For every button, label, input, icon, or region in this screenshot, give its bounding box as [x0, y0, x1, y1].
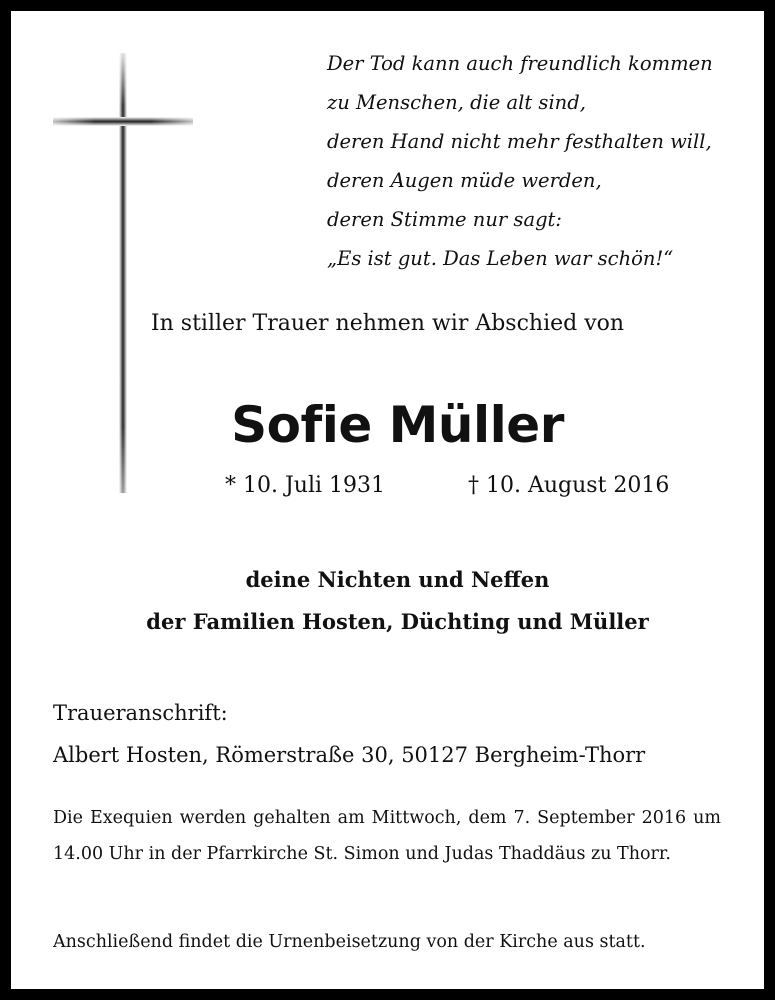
address-label: Traueranschrift: [53, 701, 228, 725]
burial-info: Anschließend findet die Urnenbeisetzung von der Kirche aus statt. [53, 932, 646, 952]
mourners-line: deine Nichten und Neffen [245, 567, 550, 592]
death-date: † 10. August 2016 [468, 473, 670, 498]
mourners-line: der Familien Hosten, Düchting und Müller [146, 609, 649, 634]
farewell-intro: In stiller Trauer nehmen wir Abschied von [150, 311, 625, 336]
poem-line: „Es ist gut. Das Leben war schön!“ [327, 247, 674, 270]
birth-date: * 10. Juli 1931 [225, 473, 386, 498]
deceased-name: Sofie Müller [231, 396, 564, 454]
poem-line: deren Hand nicht mehr festhalten will, [327, 130, 712, 153]
poem [327, 44, 713, 278]
mourning-address [53, 692, 645, 776]
poem-line: deren Stimme nur sagt: [327, 208, 562, 231]
poem-line: Der Tod kann auch freundlich kommen [327, 52, 713, 75]
poem-line: zu Menschen, die alt sind, [327, 91, 586, 114]
address-value: Albert Hosten, Römerstraße 30, 50127 Bergheim-Thorr [53, 743, 646, 767]
mourners [21, 559, 774, 643]
obituary-page [11, 11, 764, 989]
service-info: Die Exequien werden gehalten am Mittwoch, dem 7. September 2016 um 14.00 Uhr in der Pfarrkirche St. Simon und Judas Thaddäus zu Thorr. [53, 808, 721, 864]
poem-line: deren Augen müde werden, [327, 169, 602, 192]
